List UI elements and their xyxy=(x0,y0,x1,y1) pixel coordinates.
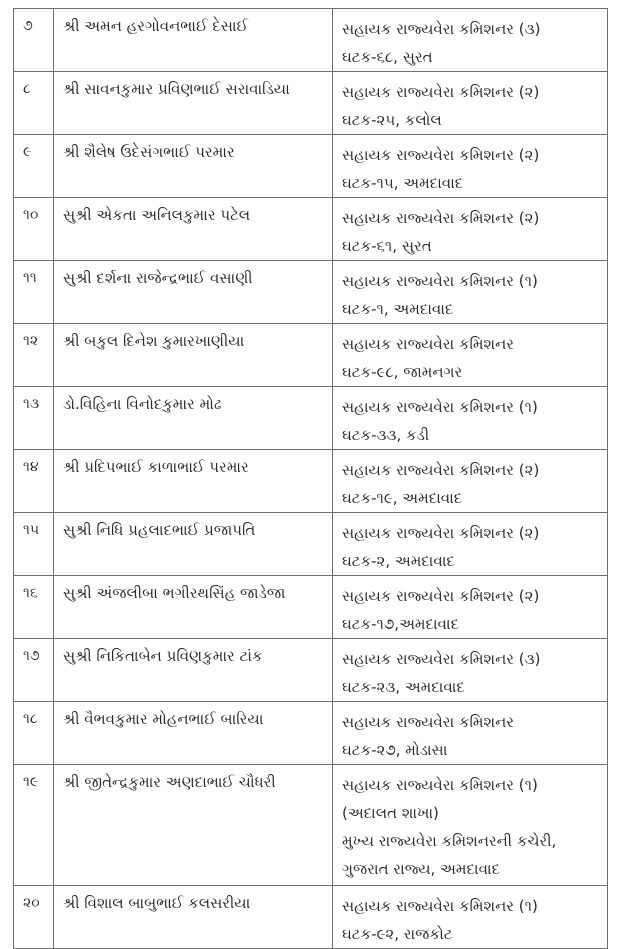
table-row xyxy=(14,135,608,198)
posting-location: ઘટક-૯૨, રાજકોટ xyxy=(342,925,453,943)
posting-details xyxy=(333,9,608,72)
officer-posting-table xyxy=(13,8,608,949)
designation: સહાયક રાજ્યવેરા કમિશનર (૨) xyxy=(342,461,540,479)
designation: સહાયક રાજ્યવેરા કમિશનર xyxy=(342,713,515,731)
serial-number: ૧૭ xyxy=(14,639,54,702)
posting-location: ઘટક-૨, અમદાવાદ xyxy=(342,552,455,570)
posting-location: ઘટક-૧૫, અમદાવાદ xyxy=(342,174,464,192)
posting-details xyxy=(333,387,608,450)
designation: સહાયક રાજ્યવેરા કમિશનર (૩) xyxy=(342,650,541,668)
officer-name: શ્રી અમન હરગોવનભાઈ દેસાઈ xyxy=(54,9,333,72)
serial-number: ૭ xyxy=(14,9,54,72)
serial-number: ૧૨ xyxy=(14,324,54,387)
posting-location: મુખ્ય રાજ્યવેરા કમિશનરની કચેરી, xyxy=(342,832,557,850)
posting-details xyxy=(333,135,608,198)
posting-details xyxy=(333,765,608,886)
serial-number: ૯ xyxy=(14,135,54,198)
posting-details xyxy=(333,324,608,387)
officer-name: સુશ્રી નિકિતાબેન પ્રવિણકુમાર ટાંક xyxy=(54,639,333,702)
officer-name: શ્રી વૈભવકુમાર મોહનભાઈ બારિયા xyxy=(54,702,333,765)
posting-location: ઘટક-૧, અમદાવાદ xyxy=(342,300,454,318)
table-row xyxy=(14,639,608,702)
designation: સહાયક રાજ્યવેરા કમિશનર (૧) xyxy=(342,897,538,915)
designation: સહાયક રાજ્યવેરા કમિશનર (૨) xyxy=(342,587,540,605)
posting-details xyxy=(333,702,608,765)
table-body xyxy=(14,9,608,949)
officer-name: સુશ્રી નિધિ પ્રહલાદભાઈ પ્રજાપતિ xyxy=(54,513,333,576)
posting-location: ગુજરાત રાજ્ય, અમદાવાદ xyxy=(342,860,500,878)
designation: સહાયક રાજ્યવેરા કમિશનર xyxy=(342,335,515,353)
officer-name: સુશ્રી એકતા અનિલકુમાર પટેલ xyxy=(54,198,333,261)
officer-name: શ્રી જીતેન્દ્રકુમાર અણદાભાઈ ચૌધરી xyxy=(54,765,333,886)
table-row xyxy=(14,702,608,765)
officer-name: ડો.વિહિના વિનોદકુમાર મોઢ xyxy=(54,387,333,450)
designation: સહાયક રાજ્યવેરા કમિશનર (૨) xyxy=(342,524,540,542)
posting-details xyxy=(333,261,608,324)
serial-number: ૧૦ xyxy=(14,198,54,261)
posting-location: ઘટક-૧૯, અમદાવાદ xyxy=(342,489,463,507)
posting-details xyxy=(333,72,608,135)
table-row xyxy=(14,576,608,639)
posting-details xyxy=(333,198,608,261)
serial-number: ૨૦ xyxy=(14,886,54,949)
table-row xyxy=(14,513,608,576)
posting-location: ઘટક-૨૩, અમદાવાદ xyxy=(342,678,465,696)
table-row xyxy=(14,324,608,387)
designation: સહાયક રાજ્યવેરા કમિશનર (૨) xyxy=(342,209,540,227)
officer-name: સુશ્રી દર્શના રાજેન્દ્રભાઈ વસાણી xyxy=(54,261,333,324)
table-row xyxy=(14,387,608,450)
serial-number: ૧૧ xyxy=(14,261,54,324)
posting-location: ઘટક-૩૩, કડી xyxy=(342,426,430,444)
serial-number: ૧૪ xyxy=(14,450,54,513)
posting-location: ઘટક-૯૮, જામનગર xyxy=(342,363,463,381)
posting-details xyxy=(333,513,608,576)
table-row xyxy=(14,9,608,72)
posting-details xyxy=(333,450,608,513)
posting-details xyxy=(333,576,608,639)
serial-number: ૮ xyxy=(14,72,54,135)
table-row xyxy=(14,72,608,135)
officer-name: શ્રી વિશાલ બાબુભાઈ કલસરીયા xyxy=(54,886,333,949)
designation: સહાયક રાજ્યવેરા કમિશનર (૧) xyxy=(342,398,538,416)
officer-name: શ્રી શૈલેષ ઉદેસંગભાઈ પરમાર xyxy=(54,135,333,198)
officer-name: શ્રી બકુલ દિનેશ કુમારખાણીયા xyxy=(54,324,333,387)
designation: સહાયક રાજ્યવેરા કમિશનર (૩) xyxy=(342,20,541,38)
table-row xyxy=(14,765,608,886)
officer-name: શ્રી સાવનકુમાર પ્રવિણભાઈ સરાવાડિયા xyxy=(54,72,333,135)
table-row xyxy=(14,261,608,324)
posting-location: ઘટક-૨૭, મોડાસા xyxy=(342,741,448,759)
posting-details xyxy=(333,639,608,702)
officer-name: સુશ્રી અંજલીબા ભગીરથસિંહ જાડેજા xyxy=(54,576,333,639)
serial-number: ૧૬ xyxy=(14,576,54,639)
designation: સહાયક રાજ્યવેરા કમિશનર (૨) xyxy=(342,146,540,164)
officer-name: શ્રી પ્રદિપભાઈ કાળાભાઈ પરમાર xyxy=(54,450,333,513)
table-row xyxy=(14,886,608,949)
table-row xyxy=(14,198,608,261)
posting-location: ઘટક-૬૮, સુરત xyxy=(342,48,433,66)
serial-number: ૧૩ xyxy=(14,387,54,450)
posting-location: ઘટક-૬૧, સુરત xyxy=(342,237,432,255)
serial-number: ૧૮ xyxy=(14,702,54,765)
designation: સહાયક રાજ્યવેરા કમિશનર (૧) xyxy=(342,776,538,794)
posting-location: ઘટક-૨૫, કલોલ xyxy=(342,111,442,129)
posting-details xyxy=(333,886,608,949)
designation: સહાયક રાજ્યવેરા કમિશનર (૧) xyxy=(342,272,538,290)
designation: સહાયક રાજ્યવેરા કમિશનર (૨) xyxy=(342,83,540,101)
table-row xyxy=(14,450,608,513)
posting-location: ઘટક-૧૭,અમદાવાદ xyxy=(342,615,459,633)
serial-number: ૧૫ xyxy=(14,513,54,576)
serial-number: ૧૯ xyxy=(14,765,54,886)
posting-location: (અદાલત શાખા) xyxy=(342,804,439,822)
